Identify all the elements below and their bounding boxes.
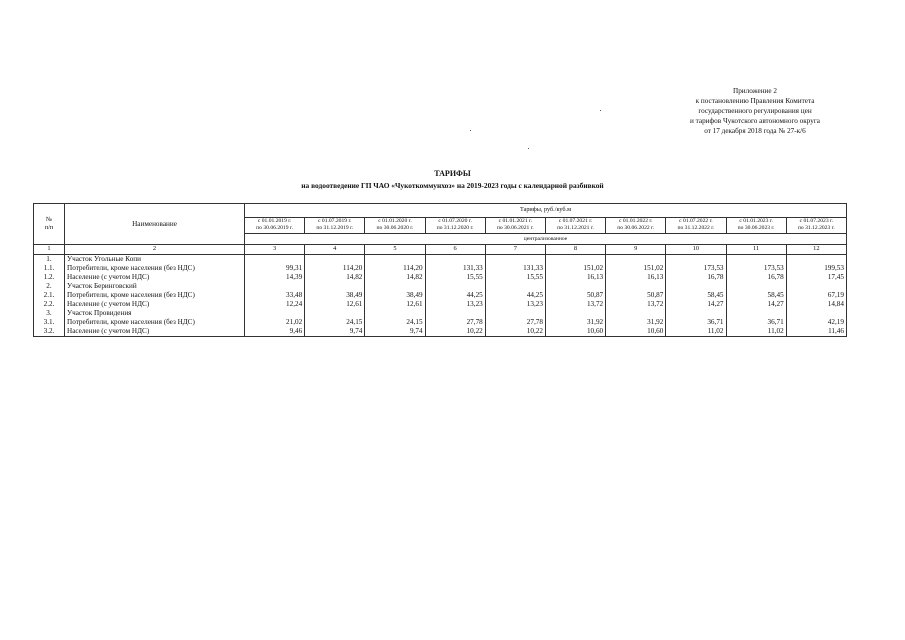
row-name: Участок Угольные Копи: [65, 254, 245, 264]
tariff-value: 17,45: [786, 273, 846, 282]
table-row: [34, 300, 847, 309]
tariff-value: [485, 254, 545, 264]
column-number: 8: [545, 244, 605, 254]
tariff-value: 173,53: [666, 264, 726, 273]
tariff-value: [726, 254, 786, 264]
tariff-value: 16,78: [726, 273, 786, 282]
tariff-value: 27,78: [485, 318, 545, 327]
tariff-value: 9,74: [305, 327, 365, 337]
tariff-header: Тарифы, руб./куб.м: [245, 204, 847, 218]
period-from: с 01.07.2023 г.: [799, 218, 834, 224]
table-body: [34, 244, 847, 336]
section-row: [34, 254, 847, 264]
period-to: по 30.06.2020 г.: [376, 225, 414, 232]
row-name: Потребители, кроме населения (без НДС): [65, 318, 245, 327]
tariff-value: [425, 254, 485, 264]
tariff-value: 38,49: [305, 291, 365, 300]
row-name: Потребители, кроме населения (без НДС): [65, 291, 245, 300]
row-name: Население (с учетом НДС): [65, 300, 245, 309]
appendix-line: и тарифов Чукотского автономного округа: [690, 117, 820, 125]
period-from: с 01.01.2020 г.: [378, 218, 412, 224]
section-row: [34, 309, 847, 318]
tariff-value: 10,22: [425, 327, 485, 337]
tariff-value: 13,72: [606, 300, 666, 309]
tariff-value: 199,53: [786, 264, 846, 273]
table-row: [34, 273, 847, 282]
tariff-value: [485, 309, 545, 318]
tariff-value: [726, 309, 786, 318]
row-number: 2.1.: [34, 291, 65, 300]
tariff-value: [666, 309, 726, 318]
tariff-value: [786, 282, 846, 291]
tariff-value: 14,84: [786, 300, 846, 309]
tariff-value: 67,19: [786, 291, 846, 300]
tariff-value: 114,20: [365, 264, 425, 273]
tariff-value: [305, 309, 365, 318]
row-name: Население (с учетом НДС): [65, 327, 245, 337]
tariff-value: 10,60: [606, 327, 666, 337]
column-number: 6: [425, 244, 485, 254]
tariff-value: 12,61: [365, 300, 425, 309]
tariff-value: [425, 309, 485, 318]
col-num-header: № п/п: [34, 204, 65, 245]
period-from: с 01.07.2020 г.: [438, 218, 472, 224]
tariff-value: [786, 254, 846, 264]
tariff-value: [606, 309, 666, 318]
appendix-line: к постановлению Правления Комитета: [695, 97, 815, 105]
period-header-10: [786, 218, 846, 234]
column-number: 12: [786, 244, 846, 254]
tariff-value: [305, 282, 365, 291]
tariff-value: 12,61: [305, 300, 365, 309]
period-header-6: [545, 218, 605, 234]
scan-speck: [470, 130, 471, 131]
tariff-value: 9,74: [365, 327, 425, 337]
row-number: 3.: [34, 309, 65, 318]
row-number: 3.2.: [34, 327, 65, 337]
tariff-value: 14,39: [245, 273, 305, 282]
tariff-value: 44,25: [485, 291, 545, 300]
period-to: по 31.12.2020 г.: [436, 225, 474, 232]
tariff-value: 9,46: [245, 327, 305, 337]
tariff-value: [425, 282, 485, 291]
tariff-value: 13,72: [545, 300, 605, 309]
col-name-header: Наименование: [65, 204, 245, 245]
tariff-value: [545, 254, 605, 264]
period-to: по 31.12.2021 г.: [557, 225, 594, 232]
tariff-value: [365, 309, 425, 318]
tariff-value: [365, 254, 425, 264]
appendix-line: от 17 декабря 2018 года № 27-к/6: [704, 127, 806, 135]
tariff-value: 15,55: [485, 273, 545, 282]
column-number: 4: [305, 244, 365, 254]
tariff-value: 16,13: [545, 273, 605, 282]
period-from: с 01.01.2022 г.: [618, 218, 653, 224]
period-to: по 30.06.2022 г.: [617, 225, 655, 232]
row-number: 1.: [34, 254, 65, 264]
period-header-2: [305, 218, 365, 234]
row-number: 2.2.: [34, 300, 65, 309]
tariff-value: [545, 309, 605, 318]
row-name: Участок Беринговский: [65, 282, 245, 291]
tariff-value: 173,53: [726, 264, 786, 273]
tariff-value: [545, 282, 605, 291]
tariff-value: 14,82: [365, 273, 425, 282]
tariff-value: 24,15: [305, 318, 365, 327]
tariff-value: [245, 254, 305, 264]
tariff-value: 27,78: [425, 318, 485, 327]
tariff-value: 16,78: [666, 273, 726, 282]
tariff-value: 15,55: [425, 273, 485, 282]
column-number: 9: [606, 244, 666, 254]
period-to: по 31.12.2023 г.: [797, 225, 835, 232]
tariff-value: [726, 282, 786, 291]
document-subtitle: на водоотведение ГП ЧАО «Чукоткоммунхоз» на 2019-2023 годы с календарной разбивкой: [301, 181, 604, 190]
tariff-table: [33, 203, 847, 337]
table-row: [34, 327, 847, 337]
period-from: с 01.01.2019 г.: [257, 218, 292, 224]
scan-speck: [528, 148, 529, 149]
period-to: по 31.12.2022 г.: [677, 225, 715, 232]
section-row: [34, 282, 847, 291]
period-to: по 30.06.2019 г.: [256, 225, 293, 232]
row-name: Потребители, кроме населения (без НДС): [65, 264, 245, 273]
tariff-value: 12,24: [245, 300, 305, 309]
tariff-value: 42,19: [786, 318, 846, 327]
period-header-1: [245, 218, 305, 234]
tariff-value: 14,82: [305, 273, 365, 282]
tariff-value: 24,15: [365, 318, 425, 327]
period-header-7: [606, 218, 666, 234]
period-header-5: [485, 218, 545, 234]
tariff-value: [666, 282, 726, 291]
period-header-3: [365, 218, 425, 234]
table-row: [34, 291, 847, 300]
appendix-line: государственного регулирования цен: [698, 107, 812, 115]
appendix-block: [640, 86, 870, 136]
tariff-value: 38,49: [365, 291, 425, 300]
tariff-value: 131,33: [485, 264, 545, 273]
tariff-value: 99,31: [245, 264, 305, 273]
period-from: с 01.01.2021 г.: [498, 218, 533, 224]
tariff-value: 31,92: [606, 318, 666, 327]
period-to: по 30.06.2023 г.: [737, 225, 775, 232]
tariff-value: 13,23: [485, 300, 545, 309]
subheader-centralized: централизованное: [245, 233, 847, 244]
tariff-value: 50,87: [545, 291, 605, 300]
tariff-value: [245, 309, 305, 318]
tariff-value: 58,45: [666, 291, 726, 300]
tariff-value: [365, 282, 425, 291]
tariff-value: [606, 254, 666, 264]
row-number: 1.2.: [34, 273, 65, 282]
tariff-value: 44,25: [425, 291, 485, 300]
table-header: [34, 204, 847, 245]
column-number: 1: [34, 244, 65, 254]
appendix-line: Приложение 2: [733, 87, 777, 95]
row-number: 3.1.: [34, 318, 65, 327]
tariff-value: 10,60: [545, 327, 605, 337]
tariff-value: 58,45: [726, 291, 786, 300]
tariff-value: 151,02: [545, 264, 605, 273]
tariff-value: 36,71: [726, 318, 786, 327]
tariff-value: 14,27: [666, 300, 726, 309]
period-from: с 01.07.2019 г.: [318, 218, 352, 224]
table-row: [34, 318, 847, 327]
column-number: 10: [666, 244, 726, 254]
column-number: 2: [65, 244, 245, 254]
row-number: 2.: [34, 282, 65, 291]
tariff-value: [786, 309, 846, 318]
period-from: с 01.07.2021 г.: [558, 218, 593, 224]
period-header-4: [425, 218, 485, 234]
tariff-value: 11,46: [786, 327, 846, 337]
period-from: с 01.07.2022 г.: [679, 218, 713, 224]
tariff-value: 10,22: [485, 327, 545, 337]
tariff-value: 21,02: [245, 318, 305, 327]
column-number-row: [34, 244, 847, 254]
tariff-value: 14,27: [726, 300, 786, 309]
tariff-value: [666, 254, 726, 264]
table-row: [34, 264, 847, 273]
column-number: 3: [245, 244, 305, 254]
period-to: по 31.12.2019 г.: [316, 225, 354, 232]
tariff-value: 151,02: [606, 264, 666, 273]
tariff-value: 36,71: [666, 318, 726, 327]
row-name: Участок Провидения: [65, 309, 245, 318]
scan-speck: [600, 110, 601, 111]
tariff-value: 11,02: [666, 327, 726, 337]
tariff-value: 11,02: [726, 327, 786, 337]
column-number: 11: [726, 244, 786, 254]
column-number: 5: [365, 244, 425, 254]
period-header-8: [666, 218, 726, 234]
row-number: 1.1.: [34, 264, 65, 273]
period-header-9: [726, 218, 786, 234]
period-from: с 01.01.2023 г.: [739, 218, 773, 224]
tariff-value: 13,23: [425, 300, 485, 309]
period-to: по 30.06.2021 г.: [496, 225, 534, 232]
tariff-value: 33,48: [245, 291, 305, 300]
tariff-value: [305, 254, 365, 264]
tariff-value: [606, 282, 666, 291]
tariff-value: [485, 282, 545, 291]
column-number: 7: [485, 244, 545, 254]
tariff-value: 114,20: [305, 264, 365, 273]
tariff-value: 16,13: [606, 273, 666, 282]
tariff-value: 131,33: [425, 264, 485, 273]
tariff-value: [245, 282, 305, 291]
tariff-value: 50,87: [606, 291, 666, 300]
document-title: ТАРИФЫ: [434, 169, 471, 178]
row-name: Население (с учетом НДС): [65, 273, 245, 282]
tariff-value: 31,92: [545, 318, 605, 327]
